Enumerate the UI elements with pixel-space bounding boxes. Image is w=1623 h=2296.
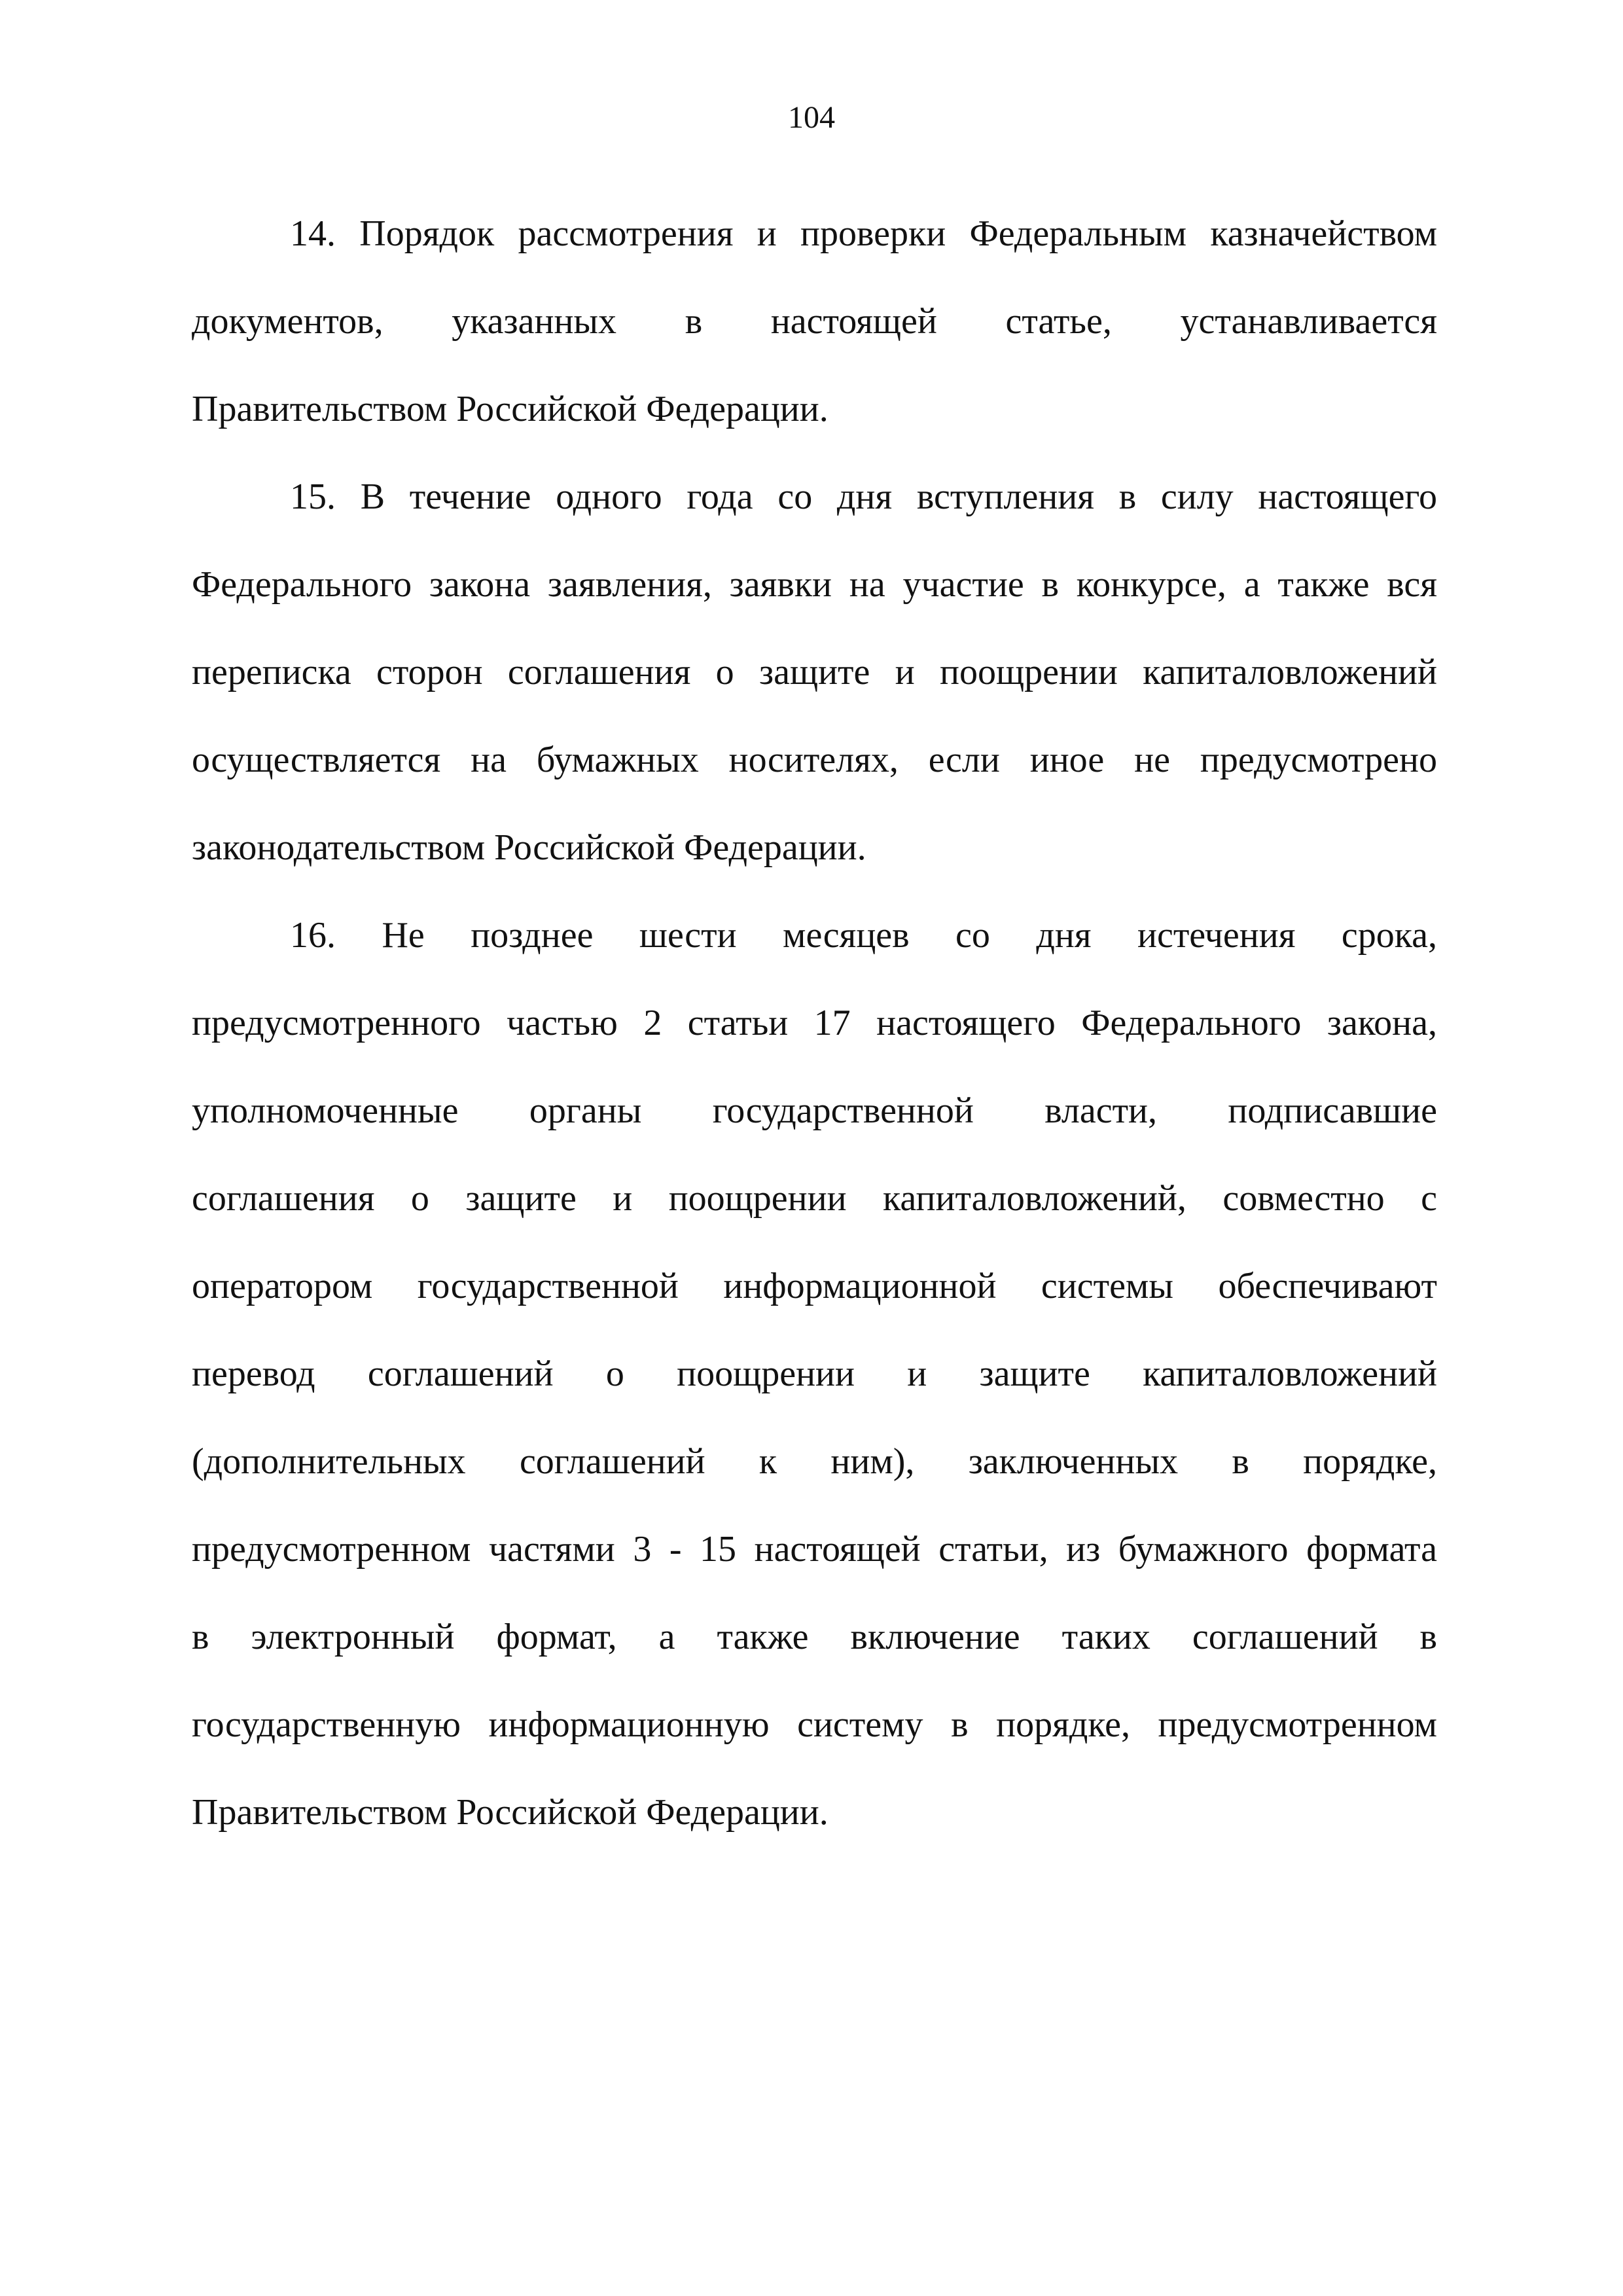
paragraph-line: осуществляется на бумажных носителях, если иное не предусмотрено bbox=[192, 740, 1437, 780]
paragraph-line: 16. Не позднее шести месяцев со дня истечения срока, bbox=[290, 915, 1437, 956]
paragraph-line: предусмотренного частью 2 статьи 17 настоящего Федерального закона, bbox=[192, 1003, 1437, 1043]
paragraph-line: государственную информационную систему в порядке, предусмотренном bbox=[192, 1704, 1437, 1745]
paragraph-line: перевод соглашений о поощрении и защите капиталовложений bbox=[192, 1354, 1437, 1394]
paragraph-line: законодательством Российской Федерации. bbox=[192, 827, 866, 868]
paragraph-line: в электронный формат, а также включение таких соглашений в bbox=[192, 1617, 1437, 1657]
page-number: 104 bbox=[788, 100, 835, 135]
paragraph-16 bbox=[192, 891, 1437, 1856]
paragraph-line: (дополнительных соглашений к ним), заключенных в порядке, bbox=[192, 1441, 1437, 1482]
paragraph-line: 15. В течение одного года со дня вступления в силу настоящего bbox=[290, 476, 1437, 517]
paragraph-line: Правительством Российской Федерации. bbox=[192, 1792, 829, 1833]
paragraph-line: оператором государственной информационной системы обеспечивают bbox=[192, 1266, 1437, 1306]
paragraph-15 bbox=[192, 453, 1437, 891]
document-body bbox=[192, 190, 1437, 1856]
paragraph-line: 14. Порядок рассмотрения и проверки Федеральным казначейством bbox=[290, 213, 1437, 254]
paragraph-line: предусмотренном частями 3 - 15 настоящей статьи, из бумажного формата bbox=[192, 1529, 1437, 1570]
paragraph-14 bbox=[192, 190, 1437, 453]
paragraph-line: Правительством Российской Федерации. bbox=[192, 389, 829, 429]
paragraph-line: соглашения о защите и поощрении капиталовложений, совместно с bbox=[192, 1178, 1437, 1219]
paragraph-line: Федерального закона заявления, заявки на участие в конкурсе, а также вся bbox=[192, 564, 1437, 605]
paragraph-line: документов, указанных в настоящей статье, устанавливается bbox=[192, 301, 1437, 342]
paragraph-line: уполномоченные органы государственной власти, подписавшие bbox=[192, 1090, 1437, 1131]
paragraph-line: переписка сторон соглашения о защите и поощрении капиталовложений bbox=[192, 652, 1437, 692]
